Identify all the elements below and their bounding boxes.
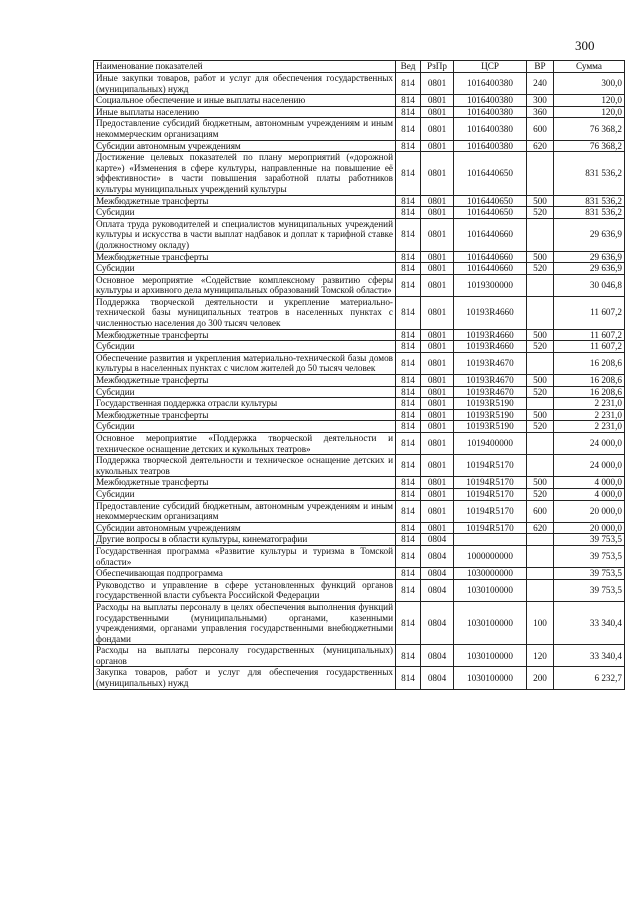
row-sum: 24 000,0	[554, 433, 625, 455]
row-vr: 620	[527, 140, 554, 152]
row-csr: 1030100000	[454, 579, 527, 601]
row-ved: 814	[396, 488, 421, 500]
row-rzpr: 0801	[421, 95, 454, 107]
row-vr	[527, 218, 554, 251]
row-ved: 814	[396, 274, 421, 296]
table-row	[94, 579, 625, 601]
row-ved: 814	[396, 341, 421, 353]
row-sum: 831 536,2	[554, 207, 625, 219]
row-ved: 814	[396, 118, 421, 140]
row-rzpr: 0801	[421, 263, 454, 275]
row-rzpr: 0801	[421, 106, 454, 118]
row-name: Государственная поддержка отрасли культуры	[94, 398, 396, 410]
header-csr: ЦСР	[454, 61, 527, 73]
row-sum: 20 000,0	[554, 500, 625, 522]
row-csr: 1016440660	[454, 251, 527, 263]
row-ved: 814	[396, 207, 421, 219]
row-rzpr: 0801	[421, 409, 454, 421]
table-row	[94, 601, 625, 644]
row-sum: 76 368,2	[554, 140, 625, 152]
row-rzpr: 0801	[421, 118, 454, 140]
row-csr: 10194R5170	[454, 522, 527, 534]
row-rzpr: 0801	[421, 251, 454, 263]
table-row	[94, 341, 625, 353]
row-vr	[527, 568, 554, 580]
row-rzpr: 0804	[421, 579, 454, 601]
row-csr: 1019300000	[454, 274, 527, 296]
row-ved: 814	[396, 352, 421, 374]
row-ved: 814	[396, 545, 421, 567]
row-name: Межбюджетные трансферты	[94, 251, 396, 263]
row-vr: 520	[527, 386, 554, 398]
table-row	[94, 545, 625, 567]
row-name: Предоставление субсидий бюджетным, автономным учреждениям и иным некоммерческим организациям	[94, 500, 396, 522]
row-vr	[527, 274, 554, 296]
row-name: Межбюджетные трансферты	[94, 477, 396, 489]
table-row	[94, 421, 625, 433]
row-vr: 520	[527, 421, 554, 433]
row-csr: 10194R5170	[454, 500, 527, 522]
row-sum: 2 231,0	[554, 409, 625, 421]
row-csr: 1016440660	[454, 218, 527, 251]
row-name: Основное мероприятие «Содействие комплексному развитию сферы культуры и архивного дела муниципальных образований Томской области»	[94, 274, 396, 296]
table-row	[94, 296, 625, 329]
row-csr: 10193R4670	[454, 352, 527, 374]
row-vr: 500	[527, 477, 554, 489]
row-csr: 1016440650	[454, 195, 527, 207]
row-csr: 10193R4670	[454, 386, 527, 398]
row-csr: 10194R5170	[454, 455, 527, 477]
row-rzpr: 0801	[421, 152, 454, 195]
table-row	[94, 534, 625, 546]
row-rzpr: 0801	[421, 296, 454, 329]
row-vr: 100	[527, 601, 554, 644]
table-row	[94, 274, 625, 296]
table-body	[94, 73, 625, 690]
row-name: Оплата труда руководителей и специалистов муниципальных учреждений культуры и искусства в части выплат надбавок и доплат к тарифной ставке (должностному окладу)	[94, 218, 396, 251]
row-rzpr: 0804	[421, 645, 454, 667]
row-csr: 1016440650	[454, 207, 527, 219]
row-csr: 1016400380	[454, 95, 527, 107]
row-rzpr: 0804	[421, 568, 454, 580]
row-name: Межбюджетные трансферты	[94, 195, 396, 207]
row-sum: 33 340,4	[554, 645, 625, 667]
row-ved: 814	[396, 398, 421, 410]
row-csr: 10193R5190	[454, 398, 527, 410]
row-vr: 520	[527, 207, 554, 219]
row-name: Межбюджетные трансферты	[94, 375, 396, 387]
row-name: Расходы на выплаты персоналу государственных (муниципальных) органов	[94, 645, 396, 667]
row-vr	[527, 579, 554, 601]
row-rzpr: 0801	[421, 398, 454, 410]
row-vr	[527, 398, 554, 410]
row-csr: 1016440660	[454, 263, 527, 275]
row-vr: 520	[527, 341, 554, 353]
row-name: Межбюджетные трансферты	[94, 329, 396, 341]
row-vr: 360	[527, 106, 554, 118]
row-csr: 1016440650	[454, 152, 527, 195]
row-csr: 1030000000	[454, 568, 527, 580]
row-sum: 29 636,9	[554, 263, 625, 275]
row-csr: 10193R5190	[454, 421, 527, 433]
row-rzpr: 0801	[421, 386, 454, 398]
table-row	[94, 488, 625, 500]
row-rzpr: 0804	[421, 601, 454, 644]
row-sum: 24 000,0	[554, 455, 625, 477]
row-name: Иные закупки товаров, работ и услуг для обеспечения государственных (муниципальных) нужд	[94, 73, 396, 95]
row-sum: 4 000,0	[554, 477, 625, 489]
row-rzpr: 0801	[421, 140, 454, 152]
row-vr	[527, 152, 554, 195]
table-row	[94, 263, 625, 275]
row-rzpr: 0801	[421, 375, 454, 387]
table-row	[94, 433, 625, 455]
row-vr: 600	[527, 118, 554, 140]
row-ved: 814	[396, 263, 421, 275]
row-csr: 10194R5170	[454, 477, 527, 489]
row-csr: 1019400000	[454, 433, 527, 455]
row-name: Расходы на выплаты персоналу в целях обеспечения выполнения функций государственными (муниципальными) органами, казенными учреждениями, органами управления государственными внебюджетными фондами	[94, 601, 396, 644]
row-ved: 814	[396, 251, 421, 263]
table-row	[94, 477, 625, 489]
row-sum: 11 607,2	[554, 296, 625, 329]
row-rzpr: 0801	[421, 433, 454, 455]
row-rzpr: 0801	[421, 522, 454, 534]
table-row	[94, 152, 625, 195]
row-csr: 1030100000	[454, 601, 527, 644]
row-csr: 10193R4660	[454, 329, 527, 341]
row-name: Субсидии	[94, 386, 396, 398]
row-ved: 814	[396, 386, 421, 398]
budget-table	[93, 60, 625, 690]
row-csr: 1016400380	[454, 73, 527, 95]
row-rzpr: 0801	[421, 477, 454, 489]
row-name: Закупка товаров, работ и услуг для обеспечения государственных (муниципальных) нужд	[94, 667, 396, 689]
table-row	[94, 195, 625, 207]
row-ved: 814	[396, 106, 421, 118]
row-vr	[527, 433, 554, 455]
row-ved: 814	[396, 375, 421, 387]
row-name: Предоставление субсидий бюджетным, автономным учреждениям и иным некоммерческим организациям	[94, 118, 396, 140]
row-sum: 11 607,2	[554, 329, 625, 341]
row-sum: 39 753,5	[554, 534, 625, 546]
row-name: Достижение целевых показателей по плану мероприятий («дорожной карте») «Изменения в сфере культуры, направленные на повышение её эффективности» в части повышения заработной платы работников культуры муниципальных учреждений культуры	[94, 152, 396, 195]
row-name: Другие вопросы в области культуры, кинематографии	[94, 534, 396, 546]
row-rzpr: 0801	[421, 341, 454, 353]
table-row	[94, 500, 625, 522]
row-rzpr: 0801	[421, 352, 454, 374]
row-ved: 814	[396, 568, 421, 580]
row-name: Субсидии	[94, 341, 396, 353]
row-rzpr: 0801	[421, 195, 454, 207]
row-vr: 500	[527, 251, 554, 263]
header-ved: Вед	[396, 61, 421, 73]
row-name: Государственная программа «Развитие культуры и туризма в Томской области»	[94, 545, 396, 567]
row-ved: 814	[396, 477, 421, 489]
row-name: Руководство и управление в сфере установленных функций органов государственной власти субъекта Российской Федерации	[94, 579, 396, 601]
row-vr: 520	[527, 263, 554, 275]
row-sum: 33 340,4	[554, 601, 625, 644]
row-name: Поддержка творческой деятельности и техническое оснащение детских и кукольных театров	[94, 455, 396, 477]
row-vr: 240	[527, 73, 554, 95]
row-sum: 20 000,0	[554, 522, 625, 534]
row-name: Поддержка творческой деятельности и укрепление материально-технической базы муниципальных театров в населенных пунктах с численностью населения до 300 тысяч человек	[94, 296, 396, 329]
row-name: Межбюджетные трансферты	[94, 409, 396, 421]
table-header-row	[94, 61, 625, 73]
row-ved: 814	[396, 329, 421, 341]
row-csr: 1016400380	[454, 140, 527, 152]
row-rzpr: 0804	[421, 667, 454, 689]
row-sum: 6 232,7	[554, 667, 625, 689]
table-row	[94, 386, 625, 398]
row-csr: 1016400380	[454, 106, 527, 118]
row-csr: 10193R4670	[454, 375, 527, 387]
table-row	[94, 95, 625, 107]
row-rzpr: 0801	[421, 455, 454, 477]
row-ved: 814	[396, 140, 421, 152]
row-vr: 500	[527, 195, 554, 207]
row-vr: 120	[527, 645, 554, 667]
row-csr: 10193R5190	[454, 409, 527, 421]
table-row	[94, 375, 625, 387]
row-vr: 200	[527, 667, 554, 689]
row-vr: 300	[527, 95, 554, 107]
row-sum: 831 536,2	[554, 152, 625, 195]
row-vr: 620	[527, 522, 554, 534]
row-sum: 39 753,5	[554, 568, 625, 580]
table-row	[94, 398, 625, 410]
row-vr	[527, 534, 554, 546]
row-ved: 814	[396, 433, 421, 455]
row-csr: 10194R5170	[454, 488, 527, 500]
row-name: Субсидии	[94, 421, 396, 433]
table-row	[94, 73, 625, 95]
table-row	[94, 106, 625, 118]
table-row	[94, 645, 625, 667]
row-ved: 814	[396, 645, 421, 667]
row-name: Обеспечение развития и укрепления материально-технической базы домов культуры в населенных пунктах с числом жителей до 50 тысяч человек	[94, 352, 396, 374]
table-row	[94, 352, 625, 374]
row-sum: 120,0	[554, 106, 625, 118]
row-rzpr: 0804	[421, 534, 454, 546]
row-ved: 814	[396, 195, 421, 207]
row-rzpr: 0804	[421, 545, 454, 567]
row-ved: 814	[396, 218, 421, 251]
page-number: 300	[575, 38, 595, 53]
row-sum: 120,0	[554, 95, 625, 107]
row-sum: 76 368,2	[554, 118, 625, 140]
row-rzpr: 0801	[421, 274, 454, 296]
table-row	[94, 329, 625, 341]
row-ved: 814	[396, 409, 421, 421]
table-row	[94, 218, 625, 251]
row-csr: 1016400380	[454, 118, 527, 140]
row-rzpr: 0801	[421, 73, 454, 95]
row-vr	[527, 455, 554, 477]
row-name: Социальное обеспечение и иные выплаты населению	[94, 95, 396, 107]
row-name: Основное мероприятие «Поддержка творческой деятельности и техническое оснащение детских и кукольных театров»	[94, 433, 396, 455]
row-csr: 1030100000	[454, 667, 527, 689]
row-vr: 500	[527, 329, 554, 341]
row-rzpr: 0801	[421, 207, 454, 219]
row-sum: 16 208,6	[554, 375, 625, 387]
row-rzpr: 0801	[421, 218, 454, 251]
row-sum: 39 753,5	[554, 579, 625, 601]
header-rzpr: РзПр	[421, 61, 454, 73]
row-vr	[527, 296, 554, 329]
row-sum: 29 636,9	[554, 218, 625, 251]
table-row	[94, 522, 625, 534]
table-row	[94, 140, 625, 152]
row-ved: 814	[396, 73, 421, 95]
row-name: Обеспечивающая подпрограмма	[94, 568, 396, 580]
row-sum: 300,0	[554, 73, 625, 95]
row-rzpr: 0801	[421, 421, 454, 433]
row-ved: 814	[396, 455, 421, 477]
row-csr: 10193R4660	[454, 296, 527, 329]
table-row	[94, 568, 625, 580]
row-vr: 500	[527, 375, 554, 387]
table-row	[94, 455, 625, 477]
row-sum: 16 208,6	[554, 386, 625, 398]
row-sum: 2 231,0	[554, 421, 625, 433]
row-rzpr: 0801	[421, 488, 454, 500]
row-vr: 600	[527, 500, 554, 522]
header-name: Наименование показателей	[94, 61, 396, 73]
row-sum: 29 636,9	[554, 251, 625, 263]
table-row	[94, 251, 625, 263]
row-csr: 10193R4660	[454, 341, 527, 353]
row-name: Субсидии автономным учреждениям	[94, 522, 396, 534]
row-rzpr: 0801	[421, 500, 454, 522]
row-csr: 1030100000	[454, 645, 527, 667]
row-ved: 814	[396, 296, 421, 329]
row-ved: 814	[396, 421, 421, 433]
row-rzpr: 0801	[421, 329, 454, 341]
row-vr	[527, 352, 554, 374]
row-ved: 814	[396, 152, 421, 195]
table-row	[94, 118, 625, 140]
row-csr: 1000000000	[454, 545, 527, 567]
row-name: Субсидии	[94, 207, 396, 219]
row-vr	[527, 545, 554, 567]
row-ved: 814	[396, 522, 421, 534]
row-ved: 814	[396, 95, 421, 107]
row-name: Субсидии	[94, 488, 396, 500]
row-ved: 814	[396, 534, 421, 546]
row-ved: 814	[396, 601, 421, 644]
table-row	[94, 207, 625, 219]
table-row	[94, 409, 625, 421]
table-row	[94, 667, 625, 689]
row-sum: 30 046,8	[554, 274, 625, 296]
row-vr: 500	[527, 409, 554, 421]
row-ved: 814	[396, 500, 421, 522]
row-vr: 520	[527, 488, 554, 500]
row-ved: 814	[396, 579, 421, 601]
row-sum: 2 231,0	[554, 398, 625, 410]
row-name: Иные выплаты населению	[94, 106, 396, 118]
row-sum: 16 208,6	[554, 352, 625, 374]
row-name: Субсидии автономным учреждениям	[94, 140, 396, 152]
row-sum: 831 536,2	[554, 195, 625, 207]
row-sum: 39 753,5	[554, 545, 625, 567]
header-vr: ВР	[527, 61, 554, 73]
header-sum: Сумма	[554, 61, 625, 73]
row-sum: 4 000,0	[554, 488, 625, 500]
row-sum: 11 607,2	[554, 341, 625, 353]
row-name: Субсидии	[94, 263, 396, 275]
row-csr	[454, 534, 527, 546]
row-ved: 814	[396, 667, 421, 689]
